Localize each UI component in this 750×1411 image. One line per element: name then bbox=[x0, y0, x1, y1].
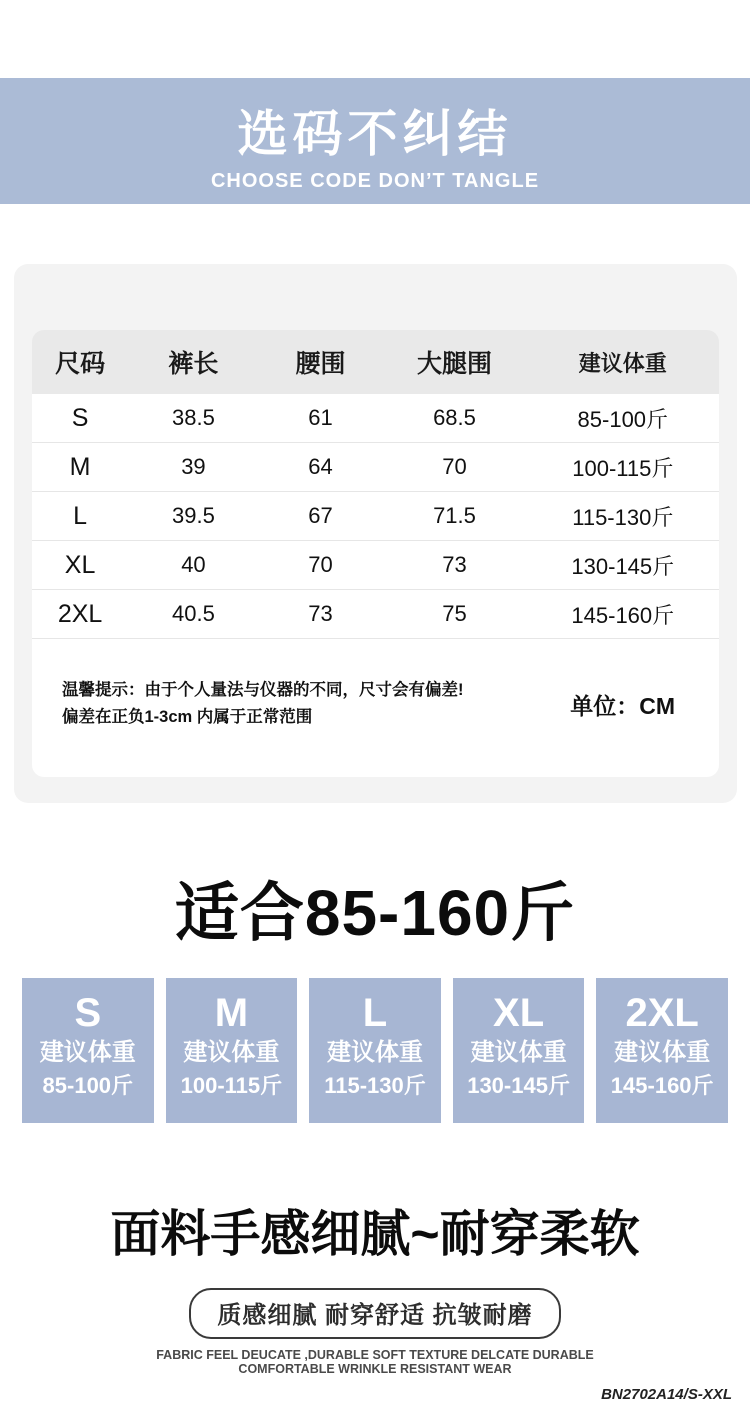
cell-suggested-weight: 100-115斤 bbox=[572, 455, 674, 481]
size-card-weight: 115-130斤 bbox=[324, 1073, 426, 1098]
cell-waist: 64 bbox=[308, 454, 333, 479]
fabric-english-subtitle bbox=[0, 1348, 750, 1376]
size-card-weight: 100-115斤 bbox=[180, 1073, 283, 1098]
size-card-s bbox=[22, 978, 154, 1123]
cell-thigh: 70 bbox=[442, 454, 467, 479]
size-card-weight: 145-160斤 bbox=[610, 1073, 714, 1098]
size-card-m bbox=[166, 978, 298, 1123]
page-title: 选码不纠结 bbox=[237, 106, 513, 162]
cell-pants-length: 39 bbox=[181, 454, 206, 479]
size-card-size: L bbox=[362, 991, 388, 1035]
size-table-card bbox=[14, 264, 737, 803]
cell-waist: 67 bbox=[308, 503, 333, 528]
product-code: BN2702A14/S-XXL bbox=[601, 1386, 732, 1403]
size-card-2xl bbox=[596, 978, 728, 1123]
size-card-size: S bbox=[74, 991, 102, 1035]
size-card-l bbox=[309, 978, 441, 1123]
fit-range-title: 适合85-160斤 bbox=[174, 877, 576, 949]
cell-waist: 70 bbox=[308, 552, 333, 577]
fabric-feature-pill: 质感细腻 耐穿舒适 抗皱耐磨 bbox=[189, 1288, 560, 1339]
page-subtitle: CHOOSE CODE DON’T TANGLE bbox=[210, 170, 540, 192]
size-card-label: 建议体重 bbox=[470, 1039, 567, 1066]
table-row bbox=[32, 443, 719, 492]
cell-pants-length: 40 bbox=[181, 552, 206, 577]
cell-pants-length: 39.5 bbox=[172, 503, 215, 528]
fabric-english-line-1: FABRIC FEEL DEUCATE ,DURABLE SOFT TEXTURE DELCATE DURABLE bbox=[156, 1348, 594, 1362]
cell-waist: 73 bbox=[308, 601, 333, 626]
disclaimer-line-1: 温馨提示：由于个人量法与仪器的不同，尺寸会有偏差! bbox=[62, 681, 464, 699]
cell-size: S bbox=[71, 403, 89, 432]
unit-label: 单位：CM bbox=[570, 692, 675, 719]
size-guide-header bbox=[0, 78, 750, 204]
cell-suggested-weight: 85-100斤 bbox=[577, 406, 669, 432]
size-card-label: 建议体重 bbox=[614, 1039, 711, 1066]
table-row bbox=[32, 394, 719, 443]
cell-suggested-weight: 145-160斤 bbox=[571, 602, 675, 628]
table-row bbox=[32, 541, 719, 590]
table-row bbox=[32, 590, 719, 639]
fabric-section-title: 面料手感细腻~耐穿柔软 bbox=[110, 1206, 640, 1262]
size-table bbox=[32, 330, 719, 777]
column-header-suggested-weight: 建议体重 bbox=[578, 350, 667, 376]
cell-size: XL bbox=[64, 550, 96, 579]
table-footer-note bbox=[32, 639, 719, 777]
cell-thigh: 68.5 bbox=[433, 405, 476, 430]
cell-thigh: 71.5 bbox=[433, 503, 476, 528]
cell-suggested-weight: 130-145斤 bbox=[571, 553, 675, 579]
size-card-size: M bbox=[214, 991, 249, 1035]
cell-size: L bbox=[73, 501, 88, 530]
size-card-weight: 130-145斤 bbox=[467, 1073, 570, 1098]
disclaimer-line-2: 偏差在正负1-3cm 内属于正常范围 bbox=[62, 708, 313, 726]
cell-size: M bbox=[69, 452, 91, 481]
size-card-size: XL bbox=[493, 991, 545, 1035]
fabric-feature-pill-wrap bbox=[0, 1288, 750, 1339]
column-header-waist: 腰围 bbox=[295, 350, 346, 378]
cell-size: 2XL bbox=[57, 599, 103, 628]
cell-pants-length: 38.5 bbox=[172, 405, 215, 430]
cell-suggested-weight: 115-130斤 bbox=[572, 504, 674, 530]
size-card-label: 建议体重 bbox=[326, 1039, 423, 1066]
fabric-english-line-2: COMFORTABLE WRINKLE RESISTANT WEAR bbox=[238, 1362, 512, 1376]
cell-pants-length: 40.5 bbox=[172, 601, 215, 626]
cell-thigh: 73 bbox=[442, 552, 467, 577]
measurement-disclaimer bbox=[62, 677, 464, 731]
table-row bbox=[32, 492, 719, 541]
cell-waist: 61 bbox=[308, 405, 333, 430]
size-cards-row bbox=[0, 978, 750, 1123]
cell-thigh: 75 bbox=[442, 601, 467, 626]
size-card-weight: 85-100斤 bbox=[42, 1073, 134, 1098]
size-card-size: 2XL bbox=[625, 991, 699, 1035]
column-header-thigh: 大腿围 bbox=[416, 350, 492, 378]
table-header-row bbox=[32, 330, 719, 394]
column-header-size: 尺码 bbox=[55, 350, 106, 378]
size-card-label: 建议体重 bbox=[39, 1039, 136, 1066]
size-card-label: 建议体重 bbox=[183, 1039, 280, 1066]
size-card-xl bbox=[453, 978, 585, 1123]
column-header-pants-length: 裤长 bbox=[168, 350, 219, 378]
